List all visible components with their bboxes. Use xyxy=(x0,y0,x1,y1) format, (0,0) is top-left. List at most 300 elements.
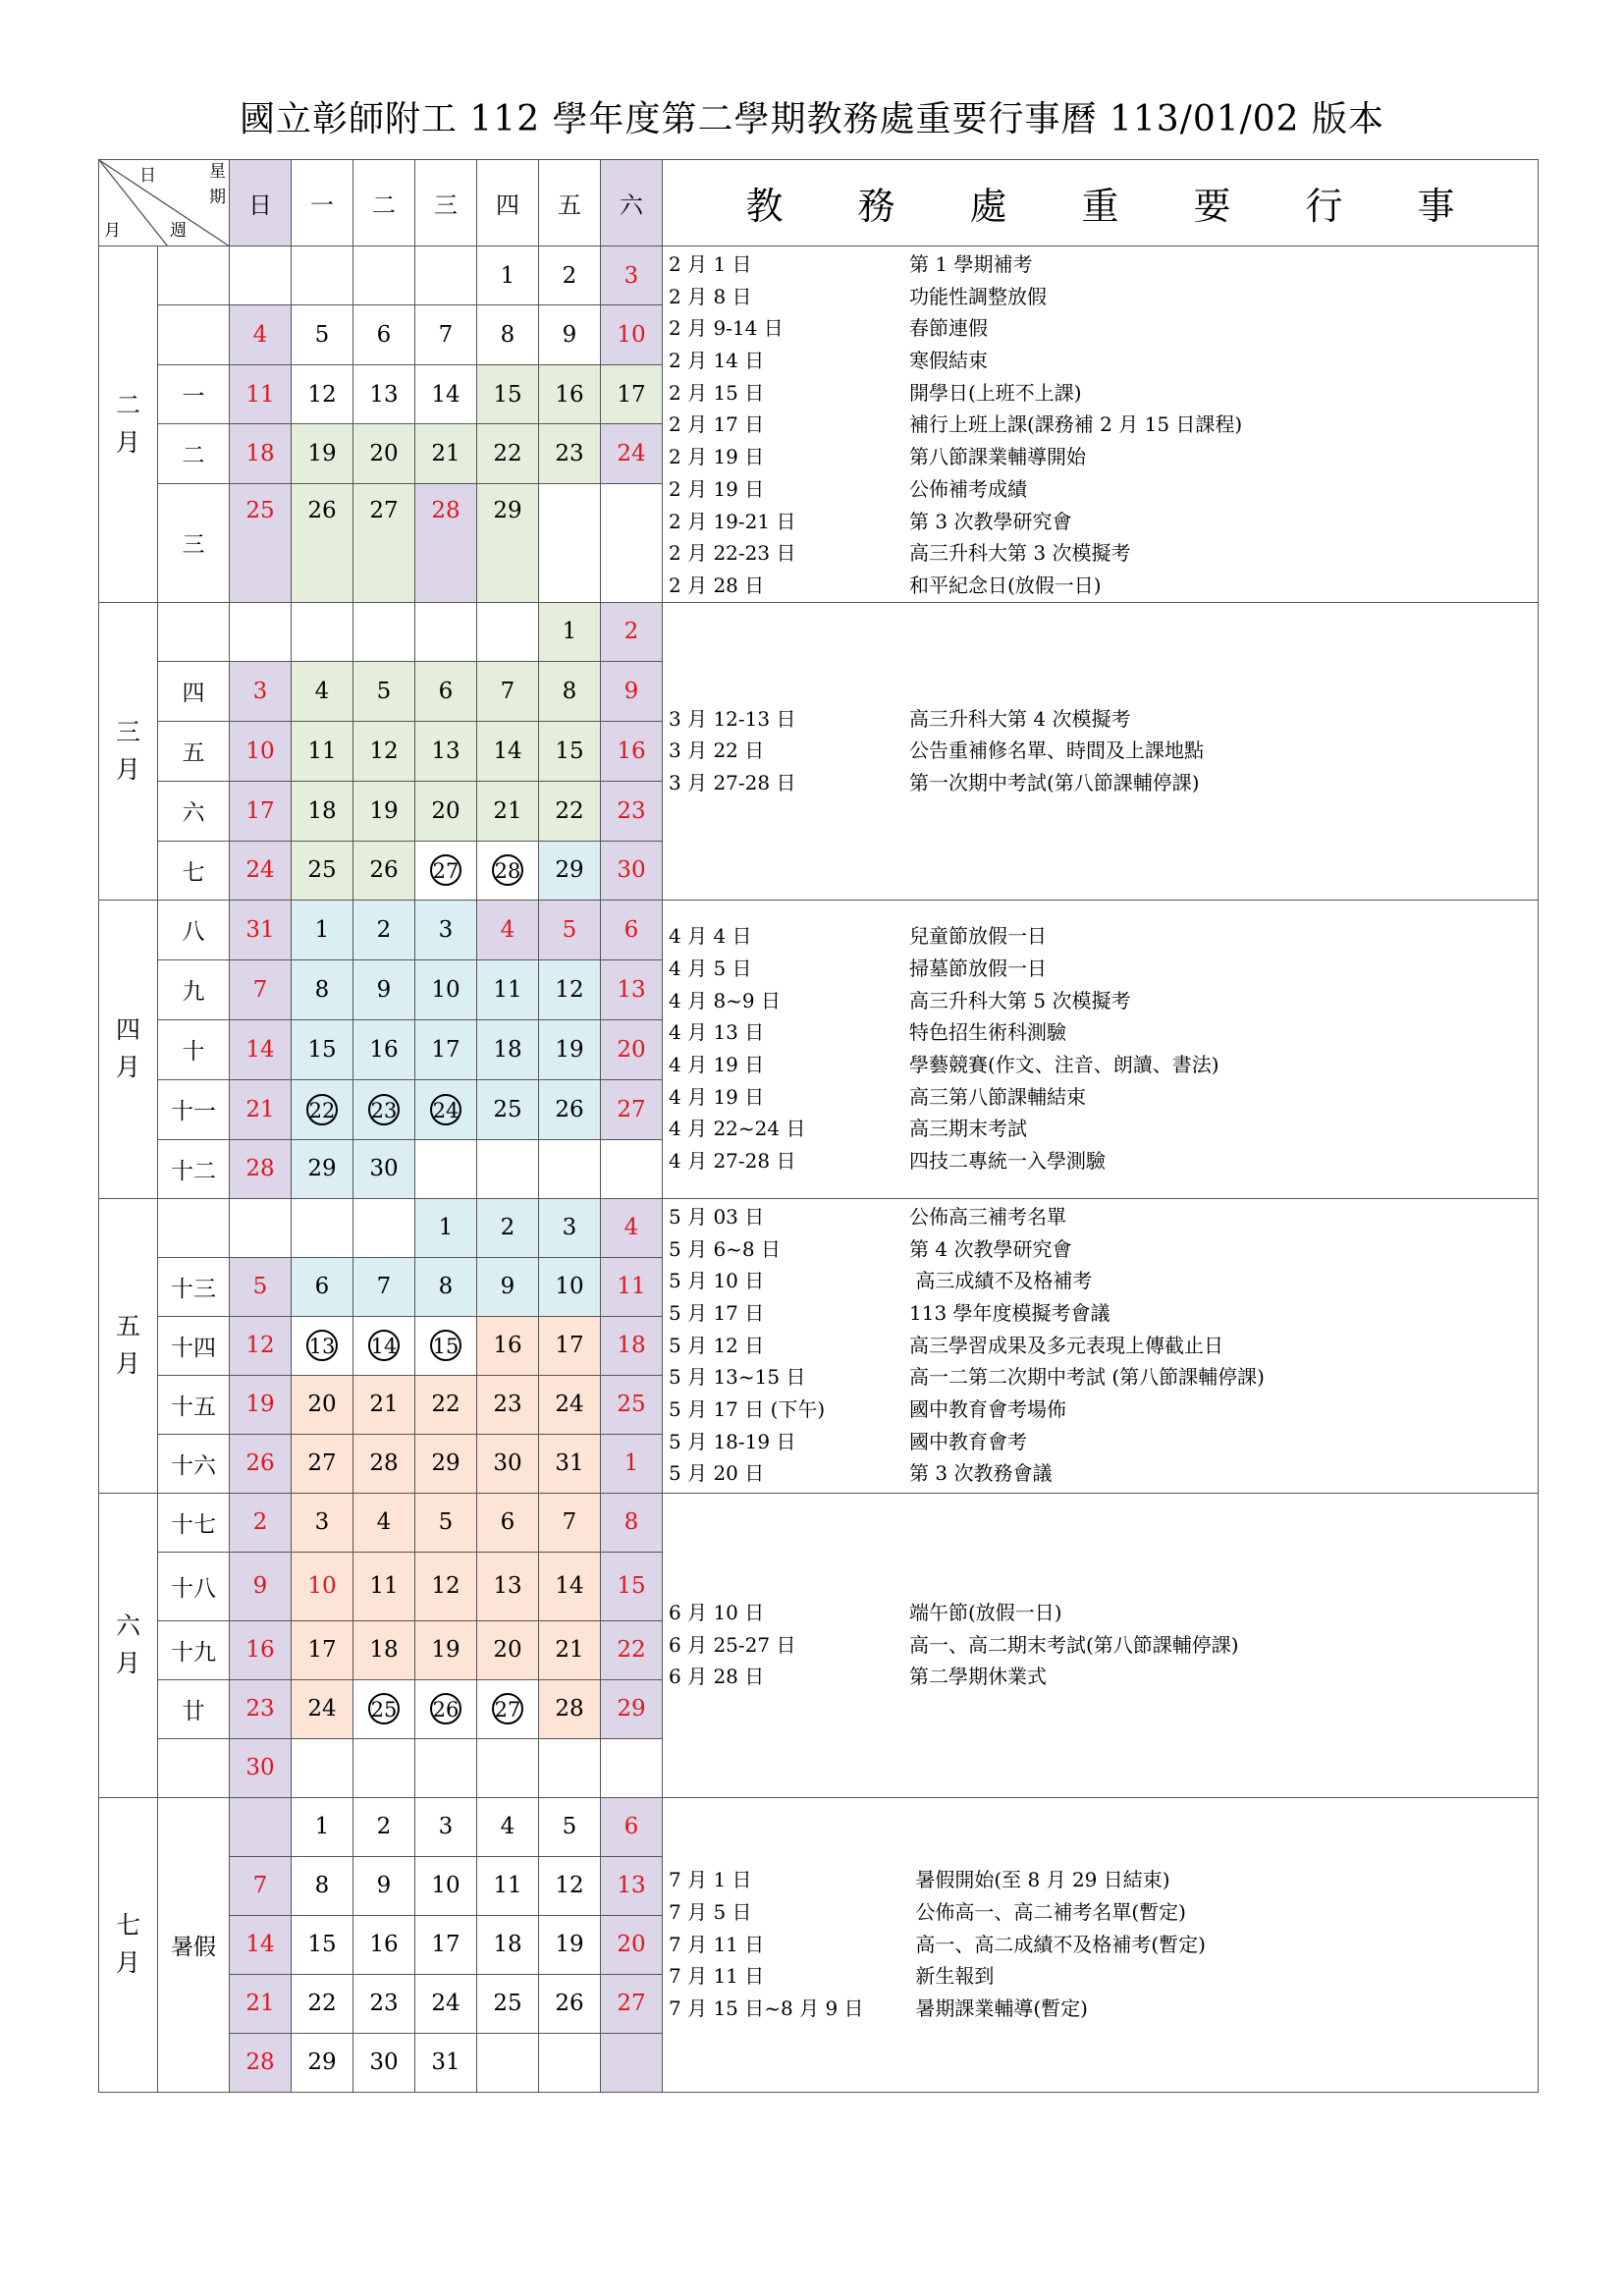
corner-label-xing: 星 xyxy=(209,162,226,182)
day-number: 16 xyxy=(369,1036,399,1063)
day-number: 7 xyxy=(376,1274,392,1300)
day-cell xyxy=(477,424,539,483)
weekday-tue: 二 xyxy=(353,160,415,246)
day-cell xyxy=(539,1257,601,1316)
day-cell xyxy=(539,1139,601,1198)
day-number: 1 xyxy=(500,262,515,289)
day-number: 20 xyxy=(493,1637,522,1664)
day-number: 3 xyxy=(623,262,639,289)
event-text: 和平紀念日(放假一日) xyxy=(909,573,1102,597)
day-number: 22 xyxy=(617,1637,646,1664)
day-number: 2 xyxy=(500,1215,515,1241)
week-label: 六 xyxy=(158,781,230,841)
event-text: 高一、高二期末考試(第八節課輔停課) xyxy=(909,1632,1239,1657)
day-cell xyxy=(353,959,415,1019)
month-label: 七 月 xyxy=(99,1797,158,2092)
event-item xyxy=(669,1330,1538,1362)
event-item xyxy=(669,1049,1538,1081)
day-number: 2 xyxy=(252,1509,268,1536)
day-number: 31 xyxy=(555,1450,584,1477)
day-cell xyxy=(539,721,601,781)
day-cell xyxy=(230,305,292,364)
event-text: 特色招生術科測驗 xyxy=(909,1020,1066,1045)
day-number: 25 xyxy=(368,1693,400,1724)
day-cell xyxy=(601,1079,663,1139)
day-number: 18 xyxy=(307,797,337,824)
day-number: 27 xyxy=(617,1991,646,2017)
day-cell xyxy=(477,1434,539,1493)
day-number: 7 xyxy=(500,678,515,704)
day-cell xyxy=(477,1797,539,1856)
day-number: 19 xyxy=(555,1932,584,1958)
day-number: 3 xyxy=(438,1814,454,1840)
day-cell xyxy=(353,781,415,841)
event-date: 2 月 19-21 日 xyxy=(669,509,796,533)
day-cell xyxy=(415,1797,477,1856)
event-text: 暑假開始(至 8 月 29 日結束) xyxy=(909,1868,1170,1892)
day-cell xyxy=(601,1493,663,1552)
events-header-char: 重 xyxy=(1081,185,1119,228)
day-number: 31 xyxy=(431,2050,460,2076)
day-cell xyxy=(230,1019,292,1079)
event-item xyxy=(669,1896,1538,1929)
event-text: 兒童節放假一日 xyxy=(909,924,1047,949)
day-cell xyxy=(353,1316,415,1375)
day-number: 19 xyxy=(431,1637,460,1664)
day-number: 4 xyxy=(500,916,515,943)
day-number: 17 xyxy=(555,1333,584,1359)
day-cell xyxy=(477,959,539,1019)
week-row xyxy=(99,1493,1539,1552)
day-cell xyxy=(477,1316,539,1375)
day-number: 15 xyxy=(307,1932,337,1958)
week-label: 十一 xyxy=(158,1079,230,1139)
event-item xyxy=(669,767,1538,799)
day-cell xyxy=(230,661,292,721)
day-number: 28 xyxy=(492,854,523,886)
day-cell xyxy=(292,1856,353,1915)
month-events xyxy=(663,602,1539,900)
month-label: 二 月 xyxy=(99,246,158,603)
day-number: 19 xyxy=(555,1036,584,1063)
day-cell xyxy=(353,1493,415,1552)
day-number: 11 xyxy=(493,1873,522,1899)
day-number: 20 xyxy=(617,1932,646,1958)
event-text: 國中教育會考 xyxy=(909,1429,1027,1453)
event-item xyxy=(669,248,1538,281)
day-cell xyxy=(539,781,601,841)
day-number: 12 xyxy=(431,1573,460,1600)
week-label: 十二 xyxy=(158,1139,230,1198)
day-cell xyxy=(477,1915,539,1974)
day-cell xyxy=(292,1552,353,1620)
month-label: 六 月 xyxy=(99,1493,158,1797)
day-cell xyxy=(415,305,477,364)
event-item xyxy=(669,985,1538,1017)
event-date: 7 月 11 日 xyxy=(669,1964,765,1989)
event-text: 掃墓節放假一日 xyxy=(909,957,1047,980)
day-number: 17 xyxy=(431,1932,460,1958)
day-number: 5 xyxy=(314,322,330,349)
day-number: 18 xyxy=(245,440,275,466)
events-header-char: 要 xyxy=(1193,185,1231,228)
day-cell xyxy=(539,1915,601,1974)
day-cell xyxy=(230,1856,292,1915)
event-date: 5 月 17 日 xyxy=(669,1301,765,1326)
day-cell xyxy=(230,1257,292,1316)
day-cell xyxy=(477,1139,539,1198)
day-number: 14 xyxy=(555,1573,584,1600)
day-cell xyxy=(601,1375,663,1434)
event-item xyxy=(669,703,1538,736)
day-cell xyxy=(601,1139,663,1198)
event-text: 高三學習成果及多元表現上傳截止日 xyxy=(909,1333,1223,1357)
day-number: 15 xyxy=(430,1330,461,1361)
month-label: 三 月 xyxy=(99,602,158,900)
day-number: 25 xyxy=(493,1096,522,1122)
events-header-char: 事 xyxy=(1417,185,1455,228)
day-number: 18 xyxy=(493,1036,522,1063)
event-date: 2 月 8 日 xyxy=(669,284,752,308)
day-number: 23 xyxy=(555,440,584,466)
event-date: 2 月 14 日 xyxy=(669,349,765,373)
day-number: 12 xyxy=(369,738,399,764)
day-number: 16 xyxy=(617,738,646,764)
day-number: 17 xyxy=(307,1637,337,1664)
day-number: 7 xyxy=(562,1509,577,1536)
day-cell xyxy=(539,1552,601,1620)
day-number: 4 xyxy=(314,678,330,704)
day-cell xyxy=(230,483,292,602)
event-item xyxy=(669,345,1538,377)
week-label: 十五 xyxy=(158,1375,230,1434)
event-text: 公告重補修名單、時間及上課地點 xyxy=(909,738,1204,763)
event-text: 開學日(上班不上課) xyxy=(909,380,1082,405)
day-cell xyxy=(353,1019,415,1079)
day-number: 28 xyxy=(555,1696,584,1722)
day-cell xyxy=(353,1856,415,1915)
event-date: 6 月 28 日 xyxy=(669,1665,765,1689)
day-number: 26 xyxy=(369,857,399,884)
day-number: 3 xyxy=(438,916,454,943)
day-number: 13 xyxy=(617,1873,646,1899)
day-number: 26 xyxy=(555,1991,584,2017)
day-number: 5 xyxy=(562,1814,577,1840)
event-item xyxy=(669,1426,1538,1458)
day-number: 10 xyxy=(245,738,275,764)
day-cell xyxy=(415,483,477,602)
day-cell xyxy=(477,1974,539,2033)
header-row xyxy=(99,160,1539,246)
day-cell xyxy=(292,1316,353,1375)
day-cell xyxy=(292,959,353,1019)
day-cell xyxy=(477,1257,539,1316)
day-number: 11 xyxy=(245,381,275,408)
event-text: 新生報到 xyxy=(909,1964,995,1989)
week-label xyxy=(158,246,230,305)
week-label xyxy=(158,1738,230,1797)
day-cell xyxy=(601,1552,663,1620)
event-date: 5 月 03 日 xyxy=(669,1204,765,1229)
day-cell xyxy=(477,1019,539,1079)
day-number: 20 xyxy=(307,1392,337,1418)
day-number: 14 xyxy=(431,381,460,408)
event-date: 2 月 28 日 xyxy=(669,573,765,597)
day-cell xyxy=(353,424,415,483)
day-cell xyxy=(601,721,663,781)
day-number: 4 xyxy=(623,1215,639,1241)
day-number: 18 xyxy=(617,1333,646,1359)
event-item xyxy=(669,506,1538,538)
day-cell xyxy=(415,721,477,781)
day-number: 27 xyxy=(492,1693,523,1724)
day-cell xyxy=(353,1679,415,1738)
day-cell xyxy=(601,483,663,602)
event-text: 公佈高三補考名單 xyxy=(909,1204,1066,1229)
week-label xyxy=(158,305,230,364)
day-number: 9 xyxy=(500,1274,515,1300)
day-number: 14 xyxy=(493,738,522,764)
events-header-char: 教 xyxy=(745,185,784,228)
event-date: 2 月 19 日 xyxy=(669,476,765,501)
day-number: 29 xyxy=(307,2050,337,2076)
event-date: 5 月 12 日 xyxy=(669,1333,765,1357)
day-number: 16 xyxy=(555,381,584,408)
day-cell xyxy=(601,1198,663,1257)
day-number: 6 xyxy=(500,1509,515,1536)
day-cell xyxy=(353,1620,415,1679)
week-label: 四 xyxy=(158,661,230,721)
event-text: 春節連假 xyxy=(909,316,988,341)
month-label: 四 月 xyxy=(99,900,158,1198)
day-number: 16 xyxy=(369,1932,399,1958)
day-number: 22 xyxy=(493,440,522,466)
day-cell xyxy=(415,1139,477,1198)
day-number: 10 xyxy=(555,1274,584,1300)
event-item xyxy=(669,1145,1538,1177)
day-cell xyxy=(415,1257,477,1316)
corner-label-ri: 日 xyxy=(139,166,156,186)
day-cell xyxy=(601,305,663,364)
day-number: 30 xyxy=(493,1450,522,1477)
weekday-thu: 四 xyxy=(477,160,539,246)
day-cell xyxy=(415,1620,477,1679)
day-number: 24 xyxy=(555,1392,584,1418)
day-cell xyxy=(353,1198,415,1257)
events-header-char: 處 xyxy=(969,185,1007,228)
week-row xyxy=(99,1797,1539,1856)
day-number: 6 xyxy=(623,916,639,943)
day-cell xyxy=(415,1552,477,1620)
event-date: 2 月 22-23 日 xyxy=(669,541,796,566)
event-text: 第八節課業輔導開始 xyxy=(909,445,1086,469)
day-number: 8 xyxy=(500,322,515,349)
event-date: 4 月 22~24 日 xyxy=(669,1117,806,1141)
day-cell xyxy=(292,1493,353,1552)
day-cell xyxy=(539,1019,601,1079)
day-cell xyxy=(415,2033,477,2092)
day-cell xyxy=(601,1974,663,2033)
day-number: 10 xyxy=(617,322,646,349)
event-date: 2 月 15 日 xyxy=(669,380,765,405)
event-date: 5 月 13~15 日 xyxy=(669,1365,806,1390)
weekday-sun: 日 xyxy=(230,160,292,246)
day-number: 13 xyxy=(306,1330,338,1361)
events-header-char: 務 xyxy=(857,185,895,228)
week-row xyxy=(99,602,1539,661)
day-cell xyxy=(539,959,601,1019)
day-cell xyxy=(601,1019,663,1079)
event-text: 高一、高二成績不及格補考(暫定) xyxy=(909,1932,1206,1956)
event-text: 第 3 次教務會議 xyxy=(909,1461,1053,1486)
day-cell xyxy=(477,1198,539,1257)
day-cell xyxy=(230,1493,292,1552)
day-number: 26 xyxy=(555,1096,584,1122)
day-cell xyxy=(292,841,353,900)
day-number: 11 xyxy=(493,976,522,1003)
event-date: 4 月 13 日 xyxy=(669,1020,765,1045)
event-item xyxy=(669,409,1538,441)
day-cell xyxy=(539,900,601,959)
day-cell xyxy=(601,1620,663,1679)
day-cell xyxy=(292,602,353,661)
day-number: 29 xyxy=(431,1450,460,1477)
day-number: 6 xyxy=(376,322,392,349)
month-events xyxy=(663,246,1539,603)
event-item xyxy=(669,281,1538,313)
event-item xyxy=(669,1960,1538,1993)
event-text: 第 1 學期補考 xyxy=(909,252,1033,276)
day-cell xyxy=(601,246,663,305)
day-cell xyxy=(601,1257,663,1316)
day-cell xyxy=(353,364,415,423)
day-cell xyxy=(477,483,539,602)
day-cell xyxy=(353,483,415,602)
event-date: 6 月 25-27 日 xyxy=(669,1632,796,1657)
events-header-char: 行 xyxy=(1305,185,1343,228)
day-number: 1 xyxy=(438,1215,454,1241)
event-date: 5 月 18-19 日 xyxy=(669,1429,796,1453)
event-item xyxy=(669,1597,1538,1629)
day-number: 10 xyxy=(431,976,460,1003)
day-cell xyxy=(415,1079,477,1139)
day-number: 29 xyxy=(617,1696,646,1722)
day-cell xyxy=(292,2033,353,2092)
day-cell xyxy=(292,661,353,721)
event-item xyxy=(669,1201,1538,1233)
event-date: 4 月 19 日 xyxy=(669,1084,765,1109)
month-events xyxy=(663,1493,1539,1797)
week-label: 十八 xyxy=(158,1552,230,1620)
day-cell xyxy=(353,841,415,900)
day-number: 1 xyxy=(562,619,577,645)
day-number: 18 xyxy=(369,1637,399,1664)
day-number: 11 xyxy=(307,738,337,764)
day-cell xyxy=(601,2033,663,2092)
day-cell xyxy=(292,721,353,781)
day-cell xyxy=(292,1620,353,1679)
event-item xyxy=(669,1661,1538,1693)
day-cell xyxy=(292,1738,353,1797)
day-number: 25 xyxy=(307,857,337,884)
day-number: 3 xyxy=(562,1215,577,1241)
day-number: 28 xyxy=(369,1450,399,1477)
day-number: 14 xyxy=(245,1932,275,1958)
day-cell xyxy=(601,841,663,900)
day-cell xyxy=(539,1856,601,1915)
event-text: 高三期末考試 xyxy=(909,1117,1027,1141)
vacation-label: 暑假 xyxy=(158,1797,230,2092)
day-number: 25 xyxy=(493,1991,522,2017)
day-cell xyxy=(539,2033,601,2092)
month-events xyxy=(663,900,1539,1198)
day-cell xyxy=(353,1974,415,2033)
day-cell xyxy=(477,661,539,721)
day-number: 13 xyxy=(493,1573,522,1600)
week-label: 十九 xyxy=(158,1620,230,1679)
day-number: 2 xyxy=(562,262,577,289)
month-events xyxy=(663,1198,1539,1493)
day-cell xyxy=(415,1019,477,1079)
day-cell xyxy=(539,661,601,721)
day-number: 6 xyxy=(438,678,454,704)
day-cell xyxy=(415,246,477,305)
day-cell xyxy=(353,900,415,959)
day-number: 2 xyxy=(376,1814,392,1840)
day-number: 20 xyxy=(369,440,399,466)
day-number: 30 xyxy=(369,2050,399,2076)
day-cell xyxy=(292,781,353,841)
day-cell xyxy=(539,1797,601,1856)
week-label: 十四 xyxy=(158,1316,230,1375)
event-item xyxy=(669,735,1538,767)
day-number: 8 xyxy=(562,678,577,704)
day-number: 26 xyxy=(430,1693,461,1724)
day-cell xyxy=(415,900,477,959)
day-number: 13 xyxy=(369,381,399,408)
day-cell xyxy=(477,841,539,900)
day-number: 17 xyxy=(431,1036,460,1063)
day-cell xyxy=(292,1434,353,1493)
day-number: 12 xyxy=(307,381,337,408)
day-cell xyxy=(353,661,415,721)
day-cell xyxy=(539,1679,601,1738)
day-cell xyxy=(230,246,292,305)
day-number: 9 xyxy=(376,1873,392,1899)
day-cell xyxy=(230,1620,292,1679)
day-cell xyxy=(415,1856,477,1915)
day-cell xyxy=(292,364,353,423)
day-cell xyxy=(601,424,663,483)
day-number: 24 xyxy=(617,440,646,466)
event-text: 公佈高一、高二補考名單(暫定) xyxy=(909,1900,1186,1925)
event-item xyxy=(669,1297,1538,1330)
event-date: 5 月 17 日 (下午) xyxy=(669,1397,826,1422)
day-number: 25 xyxy=(617,1392,646,1418)
calendar-body xyxy=(99,246,1539,2093)
day-cell xyxy=(601,1738,663,1797)
event-date: 7 月 11 日 xyxy=(669,1932,765,1956)
day-cell xyxy=(292,1915,353,1974)
event-date: 5 月 6~8 日 xyxy=(669,1236,782,1261)
day-cell xyxy=(477,721,539,781)
day-cell xyxy=(292,1198,353,1257)
day-cell xyxy=(353,2033,415,2092)
day-number: 9 xyxy=(623,678,639,704)
day-number: 10 xyxy=(307,1573,337,1600)
day-number: 21 xyxy=(555,1637,584,1664)
day-cell xyxy=(415,1738,477,1797)
